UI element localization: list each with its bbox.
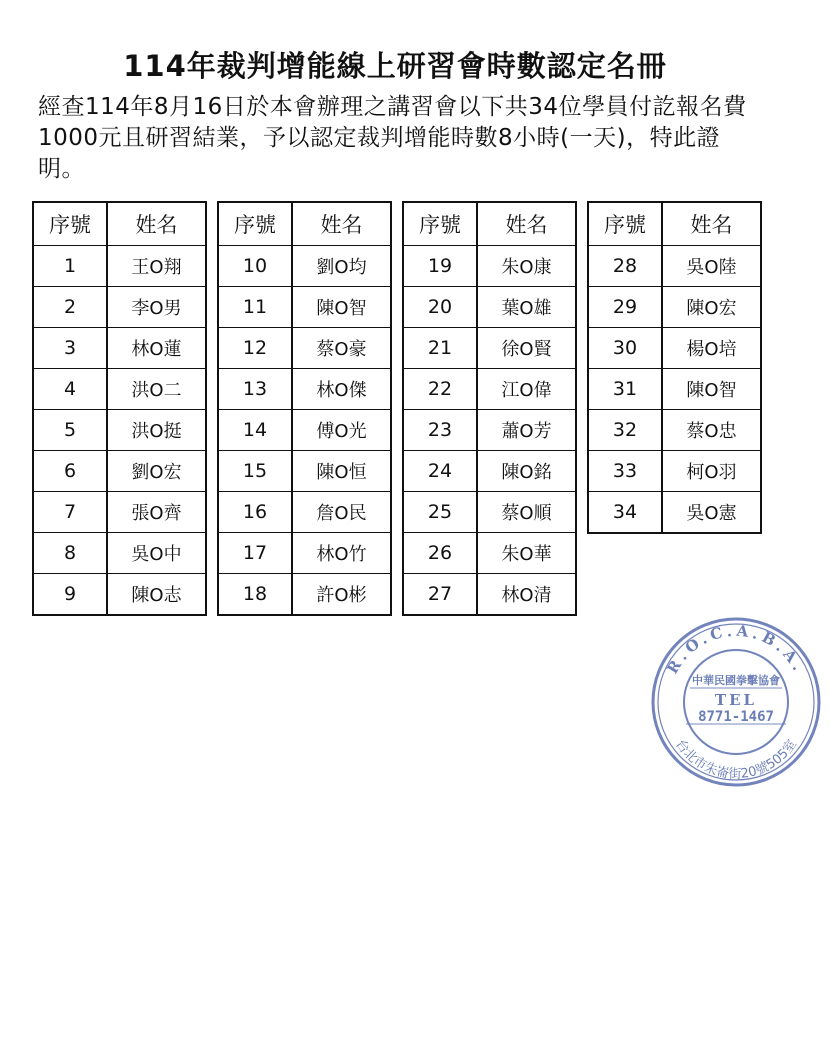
roster-table-4 — [587, 201, 762, 534]
row-name: 葉O雄 — [477, 287, 576, 328]
table-row — [588, 246, 761, 287]
table-row — [403, 451, 576, 492]
row-number: 11 — [218, 287, 292, 328]
table-row — [218, 492, 391, 533]
row-name: 陳O志 — [107, 574, 206, 616]
row-number: 33 — [588, 451, 662, 492]
table-row — [33, 328, 206, 369]
seal-outer-text: R.O.C.A.B.A. — [663, 621, 809, 677]
table-row — [33, 533, 206, 574]
row-number: 13 — [218, 369, 292, 410]
table-row — [33, 410, 206, 451]
header-number: 序號 — [33, 202, 107, 246]
row-number: 17 — [218, 533, 292, 574]
row-number: 16 — [218, 492, 292, 533]
table-row — [403, 287, 576, 328]
table-row — [33, 369, 206, 410]
table-row — [403, 492, 576, 533]
table-row — [33, 287, 206, 328]
row-name: 江O偉 — [477, 369, 576, 410]
row-number: 22 — [403, 369, 477, 410]
row-name: 洪O二 — [107, 369, 206, 410]
row-name: 蔡O忠 — [662, 410, 761, 451]
table-row — [588, 287, 761, 328]
row-name: 張O齊 — [107, 492, 206, 533]
row-name: 傅O光 — [292, 410, 391, 451]
row-name: 林O傑 — [292, 369, 391, 410]
row-name: 林O清 — [477, 574, 576, 616]
header-name: 姓名 — [107, 202, 206, 246]
table-row — [588, 410, 761, 451]
table-row — [403, 369, 576, 410]
row-name: 楊O培 — [662, 328, 761, 369]
table-row — [33, 451, 206, 492]
row-number: 31 — [588, 369, 662, 410]
row-name: 朱O華 — [477, 533, 576, 574]
table-row — [218, 533, 391, 574]
roster-table-2 — [217, 201, 392, 616]
row-number: 4 — [33, 369, 107, 410]
row-name: 吳O陸 — [662, 246, 761, 287]
header-name: 姓名 — [292, 202, 391, 246]
row-number: 28 — [588, 246, 662, 287]
row-number: 12 — [218, 328, 292, 369]
row-name: 蕭O芳 — [477, 410, 576, 451]
row-number: 23 — [403, 410, 477, 451]
row-name: 許O彬 — [292, 574, 391, 616]
row-name: 吳O憲 — [662, 492, 761, 534]
document-title: 114年裁判增能線上研習會時數認定名冊 — [123, 49, 667, 83]
table-row — [218, 410, 391, 451]
row-name: 林O竹 — [292, 533, 391, 574]
row-name: 陳O智 — [292, 287, 391, 328]
table-row — [403, 410, 576, 451]
row-number: 27 — [403, 574, 477, 616]
row-number: 30 — [588, 328, 662, 369]
table-row — [33, 246, 206, 287]
header-number: 序號 — [403, 202, 477, 246]
row-number: 2 — [33, 287, 107, 328]
row-number: 14 — [218, 410, 292, 451]
row-name: 陳O智 — [662, 369, 761, 410]
row-number: 8 — [33, 533, 107, 574]
row-number: 5 — [33, 410, 107, 451]
row-number: 6 — [33, 451, 107, 492]
table-row — [403, 246, 576, 287]
row-name: 王O翔 — [107, 246, 206, 287]
row-number: 15 — [218, 451, 292, 492]
header-name: 姓名 — [477, 202, 576, 246]
table-row — [218, 451, 391, 492]
row-name: 吳O中 — [107, 533, 206, 574]
header-number: 序號 — [588, 202, 662, 246]
row-number: 29 — [588, 287, 662, 328]
table-row — [218, 369, 391, 410]
row-number: 25 — [403, 492, 477, 533]
row-name: 陳O宏 — [662, 287, 761, 328]
table-row — [403, 328, 576, 369]
row-number: 18 — [218, 574, 292, 616]
row-number: 19 — [403, 246, 477, 287]
seal-tel-number: 8771-1467 — [698, 709, 774, 725]
association-seal — [650, 616, 822, 788]
row-number: 3 — [33, 328, 107, 369]
row-name: 詹O民 — [292, 492, 391, 533]
row-name: 蔡O順 — [477, 492, 576, 533]
row-number: 7 — [33, 492, 107, 533]
table-row — [218, 574, 391, 616]
row-number: 9 — [33, 574, 107, 616]
table-row — [33, 492, 206, 533]
table-row — [33, 574, 206, 616]
header-number: 序號 — [218, 202, 292, 246]
row-name: 洪O挺 — [107, 410, 206, 451]
table-row — [218, 287, 391, 328]
table-row — [588, 369, 761, 410]
row-number: 26 — [403, 533, 477, 574]
table-row — [403, 533, 576, 574]
certification-statement: 經查114年8月16日於本會辦理之講習會以下共34位學員付訖報名費1000元且研習結業，予以認定裁判增能時數8小時(一天)，特此證明。 — [38, 94, 747, 182]
row-name: 劉O宏 — [107, 451, 206, 492]
header-name: 姓名 — [662, 202, 761, 246]
row-number: 21 — [403, 328, 477, 369]
seal-org-name: 中華民國拳擊協會 — [692, 674, 780, 687]
table-row — [403, 574, 576, 616]
table-row — [588, 451, 761, 492]
table-row — [218, 246, 391, 287]
row-number: 10 — [218, 246, 292, 287]
row-number: 32 — [588, 410, 662, 451]
seal-tel-label: TEL — [714, 691, 758, 709]
roster-table-1 — [32, 201, 207, 616]
row-name: 柯O羽 — [662, 451, 761, 492]
table-row — [588, 492, 761, 534]
row-name: 陳O銘 — [477, 451, 576, 492]
row-name: 徐O賢 — [477, 328, 576, 369]
table-row — [218, 328, 391, 369]
row-name: 蔡O豪 — [292, 328, 391, 369]
row-name: 陳O恒 — [292, 451, 391, 492]
seal-address: 台北市朱崙街20號505室 — [672, 737, 800, 783]
row-number: 20 — [403, 287, 477, 328]
row-name: 李O男 — [107, 287, 206, 328]
table-row — [588, 328, 761, 369]
row-number: 1 — [33, 246, 107, 287]
roster-table-3 — [402, 201, 577, 616]
row-number: 24 — [403, 451, 477, 492]
row-name: 朱O康 — [477, 246, 576, 287]
row-name: 林O蓮 — [107, 328, 206, 369]
row-name: 劉O均 — [292, 246, 391, 287]
row-number: 34 — [588, 492, 662, 534]
